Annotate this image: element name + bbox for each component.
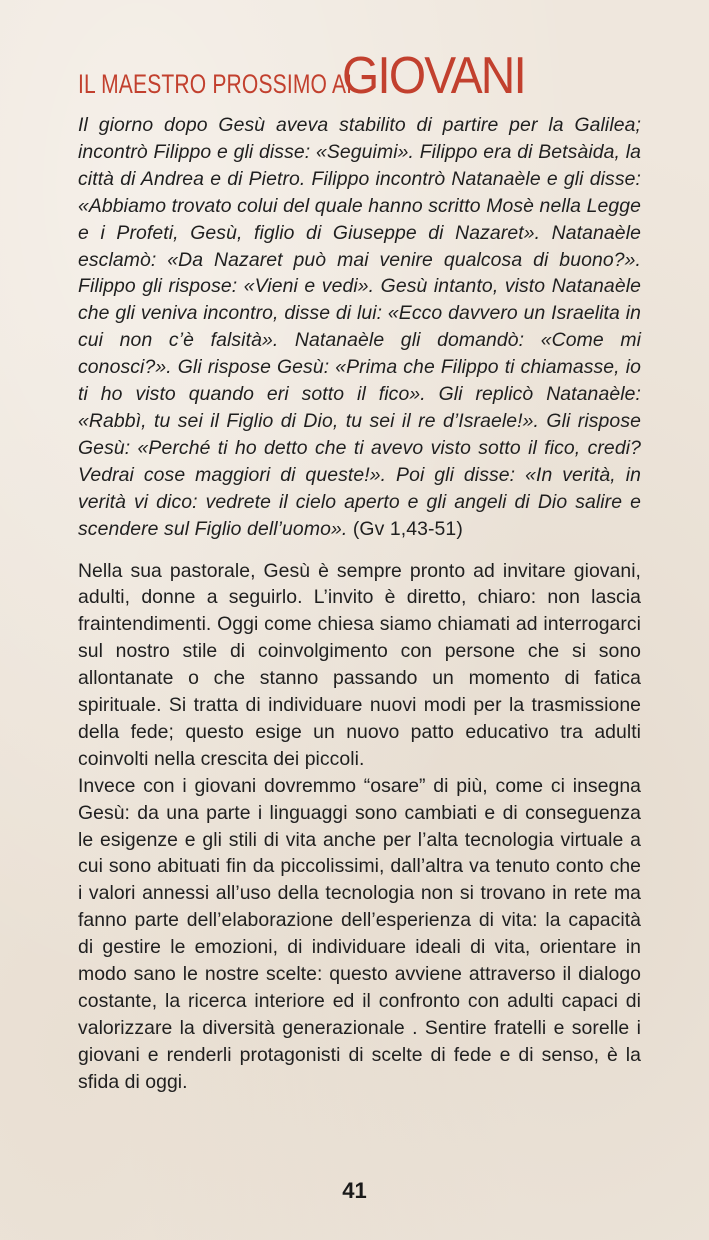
page-title <box>78 46 641 105</box>
page-content <box>78 46 641 1096</box>
scripture-text: Il giorno dopo Gesù aveva stabilito di partire per la Galilea; incontrò Filippo e gli disse: «Seguimi». Filippo era di Betsàida, la città di Andrea e di Pietro. Filippo incontrò Natanaèle e gli disse: «Abbiamo trovato colui del quale hanno scritto Mosè nella Legge e i Profeti, Gesù, figlio di Giuseppe di Nazaret». Natanaèle esclamò: «Da Nazaret può mai venire qualcosa di buono?». Filippo gli rispose: «Vieni e vedi». Gesù intanto, visto Natanaèle che gli veniva incontro, disse di lui: «Ecco davvero un Israelita in cui non c’è falsità». Natanaèle gli domandò: «Come mi conosci?». Gli rispose Gesù: «Prima che Filippo ti chiamasse, io ti ho visto quando eri sotto il fico». Gli replicò Natanaèle: «Rabbì, tu sei il Figlio di Dio, tu sei il re d’Israele!». Gli rispose Gesù: «Perché ti ho detto che ti avevo visto sotto il fico, credi? Vedrai cose maggiori di queste!». Poi gli disse: «In verità, in verità vi dico: vedrete il cielo aperto e gli angeli di Dio salire e scendere sul Figlio dell’uomo». <box>78 114 641 540</box>
body-paragraph-2: Invece con i giovani dovremmo “osare” di più, come ci insegna Gesù: da una parte i linguaggi sono cambiati e di conseguenza le esigenze e gli stili di vita anche per l’alta tecnologia virtuale a cui sono abituati fin da piccolissimi, dall’altra va tenuto conto che i valori annessi all’uso della tecnologia non si trovano in rete ma fanno parte dell’elaborazione dell’esperienza di vita: la capacità di gestire le emozioni, di individuare ideali di vita, orientare in modo sano le nostre scelte: questo avviene attraverso il dialogo costante, la ricerca interiore ed il confronto con adulti capaci di valorizzare la diversità generazionale . Sentire fratelli e sorelle i giovani e renderli protagonisti di scelte di fede e di senso, è la sfida di oggi. <box>78 774 641 1093</box>
body-paragraph-1: Nella sua pastorale, Gesù è sempre pronto ad invitare giovani, adulti, donne a seguirlo. L’invito è diretto, chiaro: non lascia fraintendimenti. Oggi come chiesa siamo chiamati ad interrogarci sul nostro stile di coinvolgimento con persone che si sono allontanate o che stanno passando un momento di fatica spirituale. Si tratta di individuare nuovi modi per la trasmissione della fede; questo esige un nuovo patto educativo tra adulti coinvolti nella crescita dei piccoli. <box>78 559 641 770</box>
page-number: 41 <box>342 1178 367 1203</box>
scripture-reference: (Gv 1,43-51) <box>352 517 463 540</box>
title-main: GIOVANI <box>342 47 525 105</box>
title-prefix: IL MAESTRO PROSSIMO AI <box>78 69 353 99</box>
scripture-quote <box>78 112 641 543</box>
